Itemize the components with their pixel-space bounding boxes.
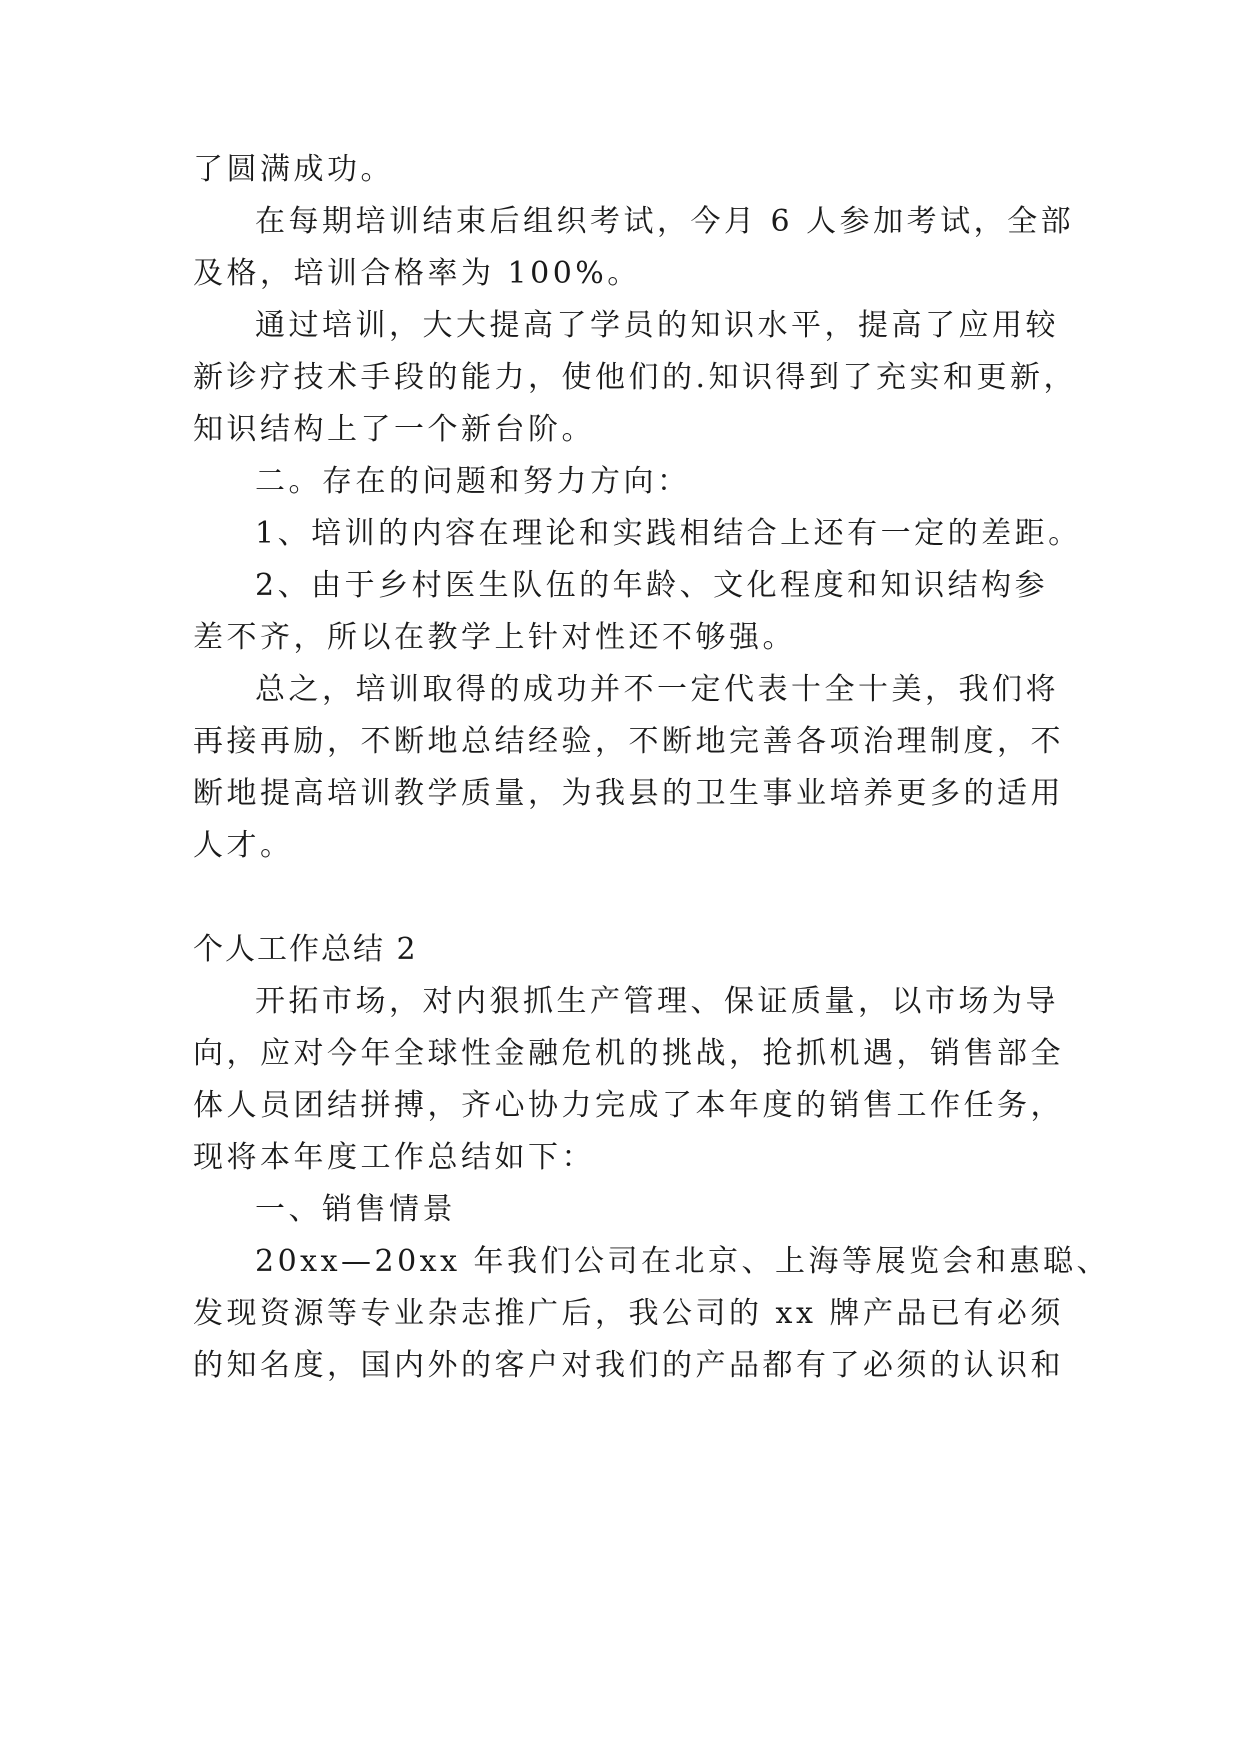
paragraph-line: 人才。: [193, 828, 294, 863]
section-heading: 二。存在的问题和努力方向：: [255, 464, 691, 499]
list-item: 1、培训的内容在理论和实践相结合上还有一定的差距。: [255, 516, 1082, 551]
list-item: 2、由于乡村医生队伍的年龄、文化程度和知识结构参: [255, 568, 1049, 603]
paragraph-line: 差不齐，所以在教学上针对性还不够强。: [193, 620, 796, 655]
paragraph-line: 在每期培训结束后组织考试，今月 6 人参加考试，全部: [255, 204, 1075, 239]
paragraph-line: 断地提高培训教学质量，为我县的卫生事业培养更多的适用: [193, 776, 1064, 811]
section-heading: 一、销售情景: [255, 1192, 456, 1227]
paragraph-line: 新诊疗技术手段的能力，使他们的.知识得到了充实和更新，: [193, 360, 1078, 395]
paragraph-line: 了圆满成功。: [193, 152, 394, 187]
paragraph-line: 再接再励，不断地总结经验，不断地完善各项治理制度，不: [193, 724, 1064, 759]
paragraph-line: 知识结构上了一个新台阶。: [193, 412, 595, 447]
paragraph-line: 发现资源等专业杂志推广后，我公司的 xx 牌产品已有必须: [193, 1296, 1064, 1331]
paragraph-line: 及格，培训合格率为 100%。: [193, 256, 641, 291]
paragraph-line: 开拓市场，对内狠抓生产管理、保证质量，以市场为导: [255, 984, 1059, 1019]
paragraph-line: 现将本年度工作总结如下：: [193, 1140, 595, 1175]
paragraph-line: 总之，培训取得的成功并不一定代表十全十美，我们将: [255, 672, 1059, 707]
paragraph-line: 体人员团结拼搏，齐心协力完成了本年度的销售工作任务，: [193, 1088, 1064, 1123]
document-title: 个人工作总结 2: [193, 932, 418, 967]
paragraph-line: 向，应对今年全球性金融危机的挑战，抢抓机遇，销售部全: [193, 1036, 1064, 1071]
paragraph-line: 通过培训，大大提高了学员的知识水平，提高了应用较: [255, 308, 1059, 343]
paragraph-line: 20xx—20xx 年我们公司在北京、上海等展览会和惠聪、: [255, 1244, 1111, 1279]
paragraph-line: 的知名度，国内外的客户对我们的产品都有了必须的认识和: [193, 1348, 1064, 1383]
